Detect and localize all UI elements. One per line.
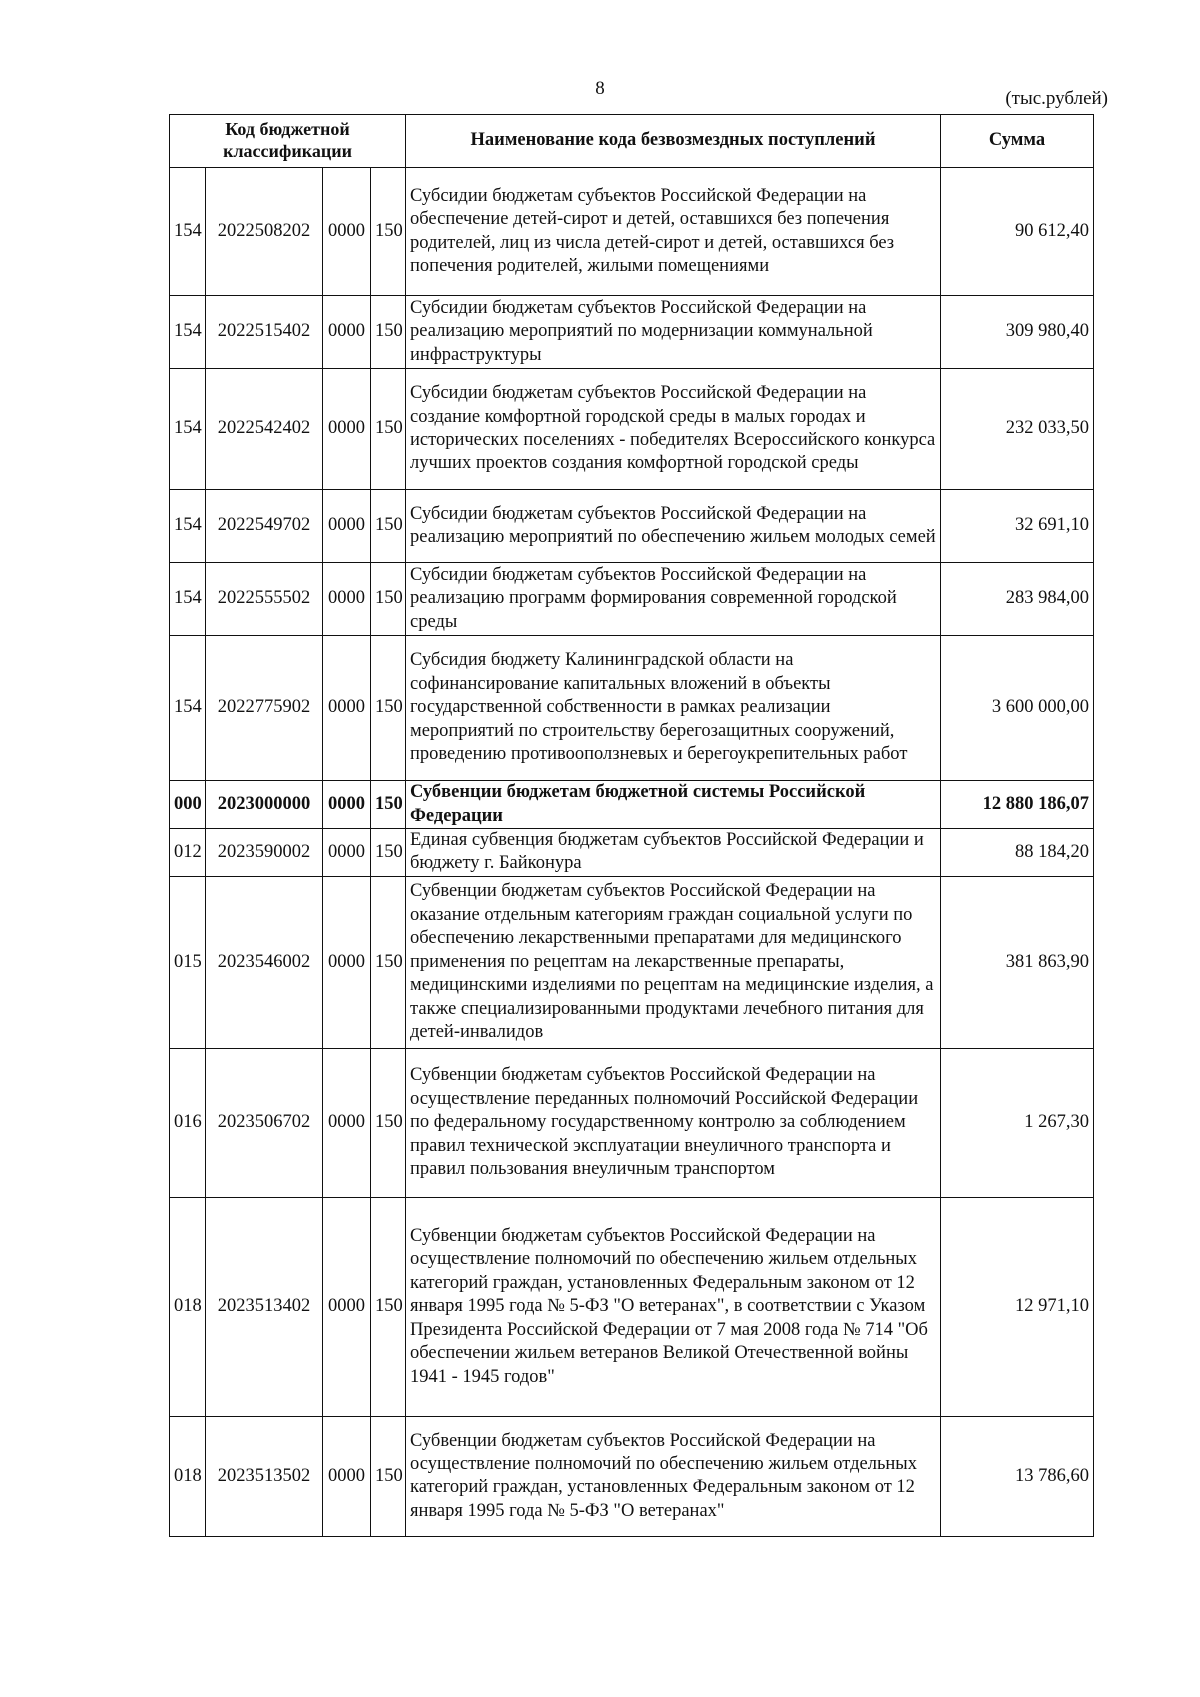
row-sum: 12 971,10 (941, 1197, 1094, 1416)
row-kosgu-code: 150 (371, 490, 406, 563)
row-chapter-code: 015 (170, 876, 206, 1048)
row-kosgu-code: 150 (371, 876, 406, 1048)
row-kosgu-code: 150 (371, 1416, 406, 1536)
row-type-code: 2022515402 (206, 296, 323, 369)
row-kosgu-code: 150 (371, 636, 406, 781)
row-name: Субвенции бюджетам субъектов Российской Федерации на осуществление переданных полномочий Российской Федерации по федеральному государственному контролю за соблюдением правил технической эксплуатации внеуличного транспорта и правил пользования внеуличным транспортом (406, 1048, 941, 1197)
table-row (170, 636, 1094, 781)
row-type-code: 2022508202 (206, 168, 323, 296)
row-program-code: 0000 (323, 490, 371, 563)
row-type-code: 2023000000 (206, 781, 323, 829)
row-name: Субсидии бюджетам субъектов Российской Федерации на реализацию программ формирования современной городской среды (406, 563, 941, 636)
row-name: Субвенции бюджетам бюджетной системы Российской Федерации (406, 781, 941, 829)
row-program-code: 0000 (323, 781, 371, 829)
row-kosgu-code: 150 (371, 1197, 406, 1416)
row-type-code: 2023546002 (206, 876, 323, 1048)
row-program-code: 0000 (323, 636, 371, 781)
row-kosgu-code: 150 (371, 1048, 406, 1197)
row-sum: 32 691,10 (941, 490, 1094, 563)
budget-table (169, 114, 1094, 1537)
row-chapter-code: 018 (170, 1416, 206, 1536)
row-program-code: 0000 (323, 1416, 371, 1536)
row-type-code: 2023590002 (206, 829, 323, 877)
table-header-row (170, 115, 1094, 168)
row-sum: 90 612,40 (941, 168, 1094, 296)
row-chapter-code: 000 (170, 781, 206, 829)
row-sum: 12 880 186,07 (941, 781, 1094, 829)
page-number: 8 (595, 78, 605, 99)
row-chapter-code: 154 (170, 636, 206, 781)
row-chapter-code: 018 (170, 1197, 206, 1416)
row-name: Субвенции бюджетам субъектов Российской Федерации на оказание отдельным категориям граждан социальной услуги по обеспечению лекарственными препаратами для медицинского применения по рецептам на лекарственные препараты, медицинскими изделиями по рецептам на медицинские изделия, а также специализированными продуктами лечебного питания для детей-инвалидов (406, 876, 941, 1048)
row-program-code: 0000 (323, 369, 371, 490)
row-sum: 381 863,90 (941, 876, 1094, 1048)
row-type-code: 2023513502 (206, 1416, 323, 1536)
row-type-code: 2023513402 (206, 1197, 323, 1416)
units-label: (тыс.рублей) (1005, 88, 1108, 109)
header-sum: Сумма (941, 115, 1094, 168)
row-program-code: 0000 (323, 296, 371, 369)
row-chapter-code: 154 (170, 490, 206, 563)
table-row (170, 829, 1094, 877)
row-name: Субсидии бюджетам субъектов Российской Федерации на обеспечение детей-сирот и детей, оставшихся без попечения родителей, лиц из числа детей-сирот и детей, оставшихся без попечения родителей, жилыми помещениями (406, 168, 941, 296)
row-chapter-code: 154 (170, 369, 206, 490)
header-name: Наименование кода безвозмездных поступлений (406, 115, 941, 168)
row-sum: 1 267,30 (941, 1048, 1094, 1197)
row-program-code: 0000 (323, 1048, 371, 1197)
row-kosgu-code: 150 (371, 563, 406, 636)
row-type-code: 2022542402 (206, 369, 323, 490)
table-row (170, 1197, 1094, 1416)
table-row (170, 563, 1094, 636)
row-chapter-code: 154 (170, 168, 206, 296)
table-row (170, 1416, 1094, 1536)
row-sum: 283 984,00 (941, 563, 1094, 636)
table-row (170, 1048, 1094, 1197)
row-name: Субсидии бюджетам субъектов Российской Федерации на создание комфортной городской среды в малых городах и исторических поселениях - победителях Всероссийского конкурса лучших проектов создания комфортной городской среды (406, 369, 941, 490)
table-row (170, 168, 1094, 296)
row-program-code: 0000 (323, 1197, 371, 1416)
row-name: Субвенции бюджетам субъектов Российской Федерации на осуществление полномочий по обеспечению жильем отдельных категорий граждан, установленных Федеральным законом от 12 января 1995 года № 5-ФЗ "О ветеранах" (406, 1416, 941, 1536)
row-chapter-code: 154 (170, 563, 206, 636)
row-sum: 13 786,60 (941, 1416, 1094, 1536)
row-program-code: 0000 (323, 168, 371, 296)
row-type-code: 2023506702 (206, 1048, 323, 1197)
row-kosgu-code: 150 (371, 296, 406, 369)
row-sum: 88 184,20 (941, 829, 1094, 877)
table-row (170, 296, 1094, 369)
row-name: Субсидии бюджетам субъектов Российской Федерации на реализацию мероприятий по модернизации коммунальной инфраструктуры (406, 296, 941, 369)
table-body (170, 168, 1094, 1537)
row-sum: 232 033,50 (941, 369, 1094, 490)
row-sum: 309 980,40 (941, 296, 1094, 369)
row-name: Единая субвенция бюджетам субъектов Российской Федерации и бюджету г. Байконура (406, 829, 941, 877)
table-row (170, 876, 1094, 1048)
row-type-code: 2022555502 (206, 563, 323, 636)
row-kosgu-code: 150 (371, 781, 406, 829)
row-program-code: 0000 (323, 876, 371, 1048)
row-program-code: 0000 (323, 829, 371, 877)
row-kosgu-code: 150 (371, 829, 406, 877)
row-program-code: 0000 (323, 563, 371, 636)
row-chapter-code: 154 (170, 296, 206, 369)
row-chapter-code: 016 (170, 1048, 206, 1197)
row-sum: 3 600 000,00 (941, 636, 1094, 781)
table-row (170, 369, 1094, 490)
row-kosgu-code: 150 (371, 369, 406, 490)
row-type-code: 2022549702 (206, 490, 323, 563)
row-name: Субвенции бюджетам субъектов Российской Федерации на осуществление полномочий по обеспечению жильем отдельных категорий граждан, установленных Федеральным законом от 12 января 1995 года № 5-ФЗ "О ветеранах", в соответствии с Указом Президента Российской Федерации от 7 мая 2008 года № 714 "Об обеспечении жильем ветеранов Великой Отечественной войны 1941 - 1945 годов" (406, 1197, 941, 1416)
row-name: Субсидии бюджетам субъектов Российской Федерации на реализацию мероприятий по обеспечению жильем молодых семей (406, 490, 941, 563)
row-chapter-code: 012 (170, 829, 206, 877)
row-type-code: 2022775902 (206, 636, 323, 781)
row-name: Субсидия бюджету Калининградской области на софинансирование капитальных вложений в объекты государственной собственности в рамках реализации мероприятий по строительству берегозащитных сооружений, проведению противооползневых и берегоукрепительных работ (406, 636, 941, 781)
row-kosgu-code: 150 (371, 168, 406, 296)
table-row (170, 781, 1094, 829)
table-row (170, 490, 1094, 563)
header-code: Код бюджетной классификации (170, 115, 406, 168)
